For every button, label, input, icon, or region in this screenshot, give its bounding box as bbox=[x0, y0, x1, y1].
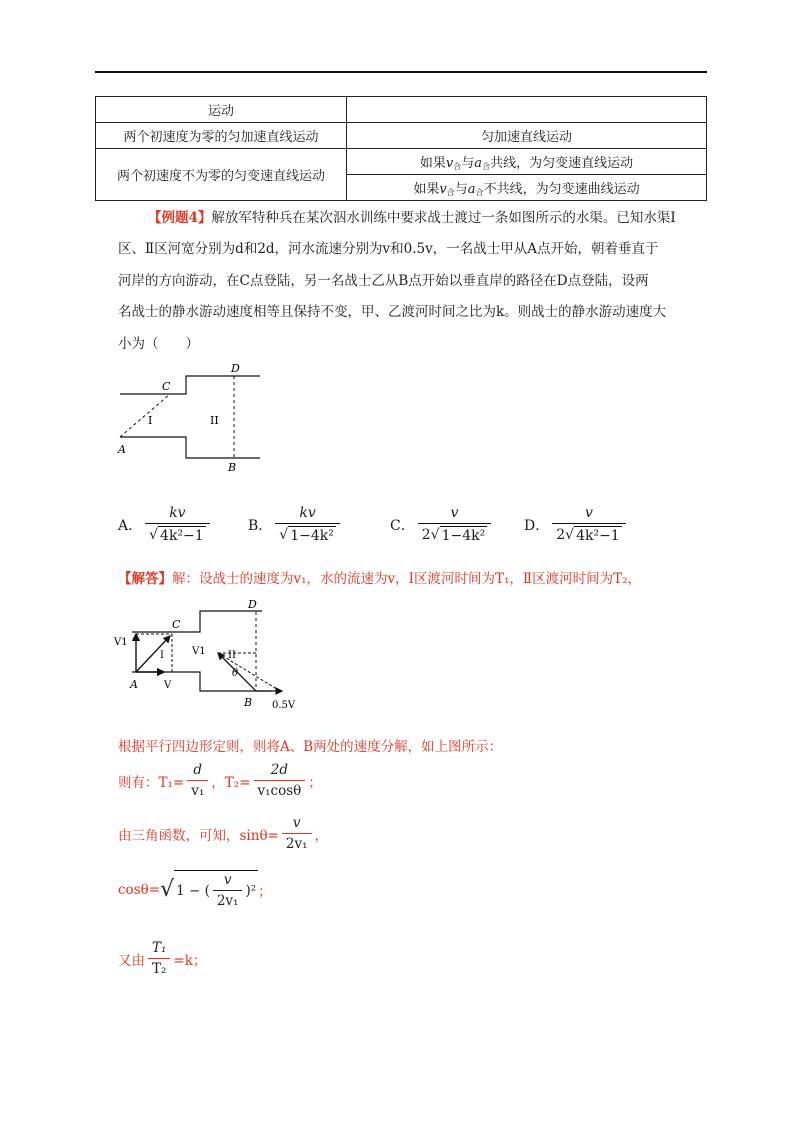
fraction-num: d bbox=[193, 762, 203, 778]
cell-text: v bbox=[445, 155, 454, 171]
label-D: D bbox=[231, 362, 240, 375]
cell-text: 合 bbox=[482, 161, 491, 171]
fraction-den: v₁cosθ bbox=[254, 780, 306, 799]
option-label: A． bbox=[118, 517, 143, 534]
example-line: 名战士的静水游动速度相等且保持不变，甲、乙渡河时间之比为k。则战士的静水游动速度大 bbox=[118, 304, 667, 320]
example-tag: 【例题4】 bbox=[148, 210, 212, 226]
solution-text: ； bbox=[258, 883, 272, 900]
fraction-num: 2d bbox=[270, 762, 289, 778]
solution-text: =k； bbox=[173, 952, 207, 969]
label-B: B bbox=[244, 696, 253, 709]
solution-fraction bbox=[213, 872, 243, 909]
option-fraction: kv √ 1−4k² bbox=[275, 505, 340, 544]
solution-line-2 bbox=[118, 762, 322, 799]
option-fraction: v 2√ 1−4k² bbox=[418, 505, 491, 544]
solution-text: 则有：T₁= bbox=[118, 774, 185, 791]
cell-text: 合 bbox=[475, 187, 484, 197]
solution-text: cosθ= bbox=[118, 881, 161, 898]
example-line: 小为（ ） bbox=[118, 336, 199, 352]
fraction-num: v bbox=[585, 505, 593, 521]
solution-text: ， bbox=[314, 827, 329, 844]
label-C: C bbox=[162, 380, 171, 393]
solution-fraction bbox=[187, 762, 208, 799]
label-B: B bbox=[228, 461, 237, 474]
label-A: A bbox=[130, 678, 138, 691]
label-0.5V: 0.5V bbox=[272, 700, 296, 711]
answer-line bbox=[118, 564, 708, 596]
cell-text: 如果 bbox=[413, 181, 440, 197]
label-V: V bbox=[164, 680, 172, 691]
cell-text: a bbox=[474, 155, 483, 171]
motion-table bbox=[95, 96, 707, 201]
solution-fraction bbox=[148, 940, 170, 977]
cell-text: 与 bbox=[461, 155, 475, 171]
sqrt-expression: √ 1 − ( $\frac{v}{\text{2v₁}}$ )² bbox=[160, 872, 257, 909]
table-cell: 两个初速度不为零的匀变速直线运动 bbox=[96, 149, 347, 201]
label-I: I bbox=[148, 414, 153, 427]
cell-text: 如果 bbox=[419, 155, 446, 171]
cell-text: a bbox=[467, 181, 476, 197]
table-cell: 两个初速度为零的匀加速直线运动 bbox=[96, 123, 347, 149]
example-line bbox=[118, 203, 708, 235]
option-fraction: kv √ 4k²−1 bbox=[145, 505, 210, 544]
solution-fraction bbox=[254, 762, 306, 799]
label-V1-b: V1 bbox=[192, 646, 206, 657]
option-a[interactable] bbox=[118, 505, 213, 544]
option-label: B． bbox=[248, 517, 273, 534]
fraction-den: T₂ bbox=[148, 958, 170, 977]
example-text: 解放军特种兵在某次泅水训练中要求战士渡过一条如图所示的水渠。已知水渠Ⅰ bbox=[211, 210, 676, 226]
cell-text: 共线，为匀变速直线运动 bbox=[490, 155, 634, 171]
fraction-num: T₁ bbox=[152, 940, 167, 956]
fraction-num: v bbox=[292, 815, 301, 831]
solution-line-5 bbox=[118, 940, 206, 977]
solution-text: ； bbox=[308, 774, 322, 791]
fraction-num: v bbox=[223, 872, 232, 888]
answer-text: 解：设战士的速度为v₁，水的流速为v，Ⅰ区渡河时间为T₁，Ⅱ区渡河时间为T₂， bbox=[172, 571, 642, 587]
river-figure-1 bbox=[110, 360, 270, 475]
label-II: II bbox=[210, 414, 219, 427]
label-D: D bbox=[248, 598, 257, 611]
cell-text: 合 bbox=[446, 187, 455, 197]
river-figure-2 bbox=[112, 596, 312, 716]
label-V1-a: V1 bbox=[114, 637, 128, 648]
header-rule bbox=[95, 71, 707, 73]
fraction-den: 1−4k² bbox=[441, 528, 486, 544]
fraction-num: kv bbox=[299, 505, 316, 521]
solution-line-3 bbox=[118, 815, 328, 852]
label-C: C bbox=[172, 618, 181, 631]
table-cell bbox=[347, 97, 707, 123]
table-cell bbox=[347, 149, 707, 175]
label-I: I bbox=[160, 650, 164, 661]
solution-text: 1 − ( bbox=[176, 882, 210, 899]
table-cell bbox=[347, 175, 707, 201]
fraction-den: 1−4k² bbox=[290, 528, 334, 544]
solution-text: )² bbox=[245, 882, 257, 899]
fraction-den: 2v₁ bbox=[282, 833, 312, 852]
solution-text: 又由 bbox=[118, 952, 145, 969]
solution-text: ，T₂= bbox=[211, 774, 251, 791]
example-line: 区、Ⅱ区河宽分别为d和2d，河水流速分别为v和0.5v，一名战士甲从A点开始，朝着垂直于 bbox=[118, 241, 659, 257]
label-A: A bbox=[118, 443, 126, 456]
fraction-num: kv bbox=[169, 505, 186, 521]
fraction-den: 4k²−1 bbox=[160, 528, 204, 544]
fraction-den: 4k²−1 bbox=[576, 528, 620, 544]
option-label: D． bbox=[524, 517, 550, 534]
solution-fraction bbox=[282, 815, 312, 852]
option-fraction: v 2√ 4k²−1 bbox=[552, 505, 625, 544]
cell-text: 与 bbox=[454, 181, 468, 197]
fraction-den: 2v₁ bbox=[213, 890, 243, 909]
fraction-den: v₁ bbox=[187, 780, 208, 799]
option-b[interactable] bbox=[248, 505, 343, 544]
label-theta: θ bbox=[232, 668, 239, 679]
option-d[interactable] bbox=[524, 505, 629, 544]
solution-text: 由三角函数，可知，sinθ= bbox=[118, 827, 279, 844]
option-c[interactable] bbox=[390, 505, 494, 544]
option-label: C． bbox=[390, 517, 415, 534]
example-line: 河岸的方向游动，在C点登陆，另一名战士乙从B点开始以垂直岸的路径在D点登陆，设两 bbox=[118, 273, 649, 289]
fraction-den-coef: 2 bbox=[421, 527, 431, 543]
solution-line-1: 根据平行四边形定则，则将A、B两处的速度分解，如上图所示： bbox=[118, 739, 503, 755]
fraction-num: v bbox=[450, 505, 459, 521]
cell-text: 不共线，为匀变速曲线运动 bbox=[483, 181, 640, 197]
table-cell: 运动 bbox=[96, 97, 347, 123]
cell-text: v bbox=[439, 181, 447, 197]
table-cell: 匀加速直线运动 bbox=[347, 123, 707, 149]
answer-tag: 【解答】 bbox=[118, 571, 172, 587]
solution-line-4 bbox=[118, 870, 272, 909]
cell-text: 合 bbox=[453, 161, 462, 171]
fraction-den-coef: 2 bbox=[556, 527, 566, 543]
label-II: II bbox=[228, 650, 236, 661]
